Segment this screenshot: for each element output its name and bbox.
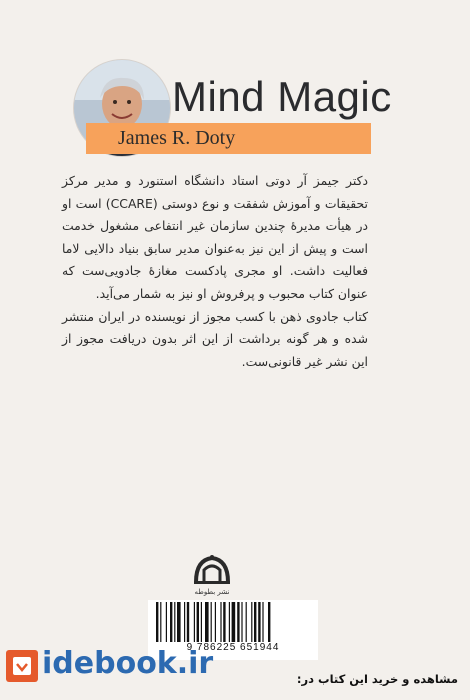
watermark-text[interactable]: idebook.ir <box>42 646 214 681</box>
publisher-logo <box>182 552 242 598</box>
isbn-number: 9 786225 651944 <box>148 642 318 653</box>
license-paragraph: کتاب جادوی ذهن با کسب مجوز از نویسنده در ایران منتشر شده و هر گونه برداشت از این اثر بدون دریافت مجوز از این نشر غیر قانونی‌ست. <box>62 308 368 369</box>
publisher-name: نشر بطوطه <box>194 588 230 596</box>
bio-paragraph: دکتر جیمز آر دوتی استاد دانشگاه استنورد و مدیر مرکز تحقیقات و آموزش شفقت و نوع دوستی (CCARE) است او در هیأت مدیرهٔ چندین سازمان غیر انتفاعی مشغول خدمت است و پیش از این نیز به‌عنوان مدیر سابق بنیاد دالایی لاما فعالیت داشت. او مجری پادکست مغازهٔ جادویی‌ست که عنوان کتاب محبوب و پرفروش او نیز به شمار می‌آید. <box>62 173 368 301</box>
book-title: Mind Magic <box>172 73 392 120</box>
watermark[interactable] <box>6 646 214 688</box>
author-bio <box>62 170 368 373</box>
author-name: James R. Doty <box>118 127 236 149</box>
buy-caption: مشاهده و خرید این کتاب در: <box>296 672 458 686</box>
book-icon <box>6 650 38 682</box>
